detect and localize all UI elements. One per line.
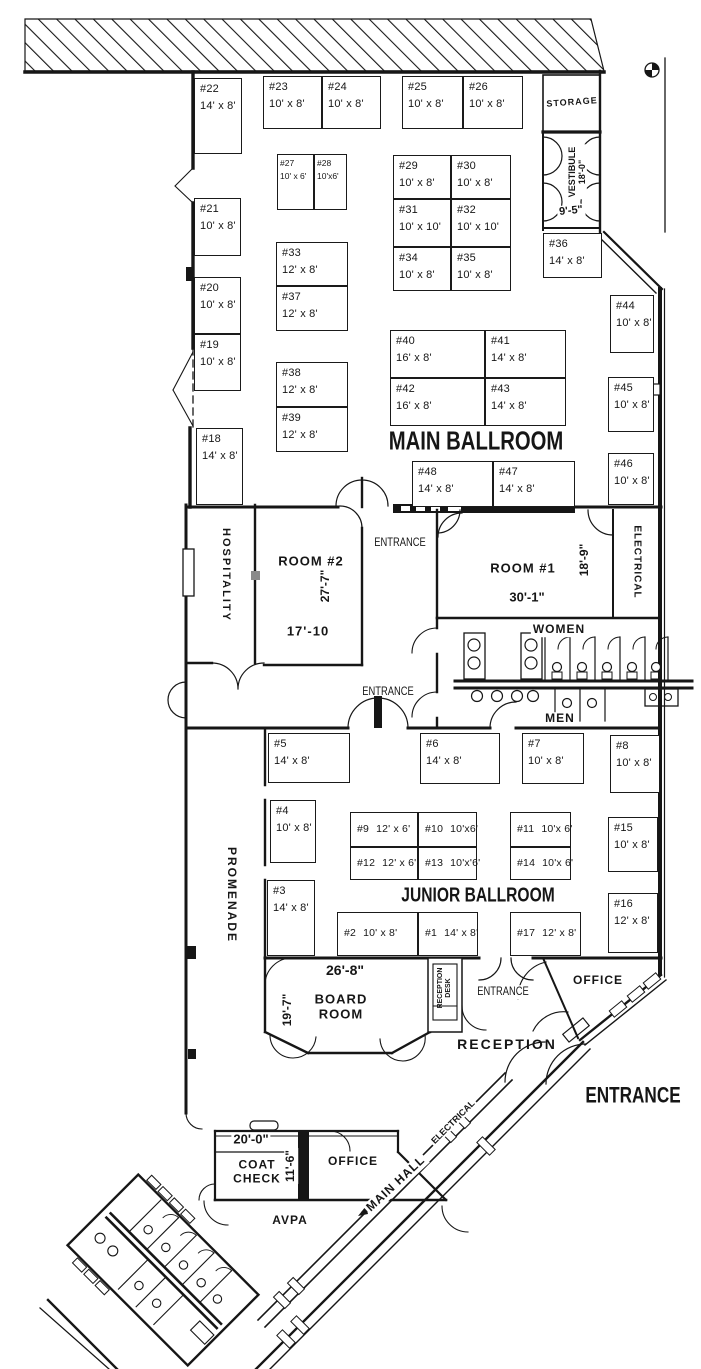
booth-40 <box>390 330 485 378</box>
booth-18 <box>196 428 243 505</box>
main-hall-label-line: MAIN HALL <box>363 1152 428 1215</box>
booth-27 <box>277 154 314 210</box>
booth-38 <box>276 362 348 407</box>
booth-id-label: #40 <box>396 335 415 347</box>
booth-id-label: #46 <box>614 458 633 470</box>
booth-33 <box>276 242 348 286</box>
booth-id-label: #30 <box>457 160 476 172</box>
reception-desk-label <box>437 968 453 1009</box>
booth-id-label: #10 <box>425 822 444 835</box>
booth-size-label: 10' x 8' <box>200 298 236 311</box>
booth-id-label: #45 <box>614 382 633 394</box>
promenade-label <box>224 847 238 943</box>
booth-id-label: #20 <box>200 282 219 294</box>
booth-id-label: #35 <box>457 252 476 264</box>
office-coat-label-line: OFFICE <box>328 1154 378 1169</box>
booth-id-label: #34 <box>399 252 418 264</box>
coat-check-label-line: CHECK <box>233 1171 281 1185</box>
booth-28 <box>314 154 347 210</box>
booth-size-label: 10' x 10' <box>457 220 500 233</box>
booth-size-label: 16' x 8' <box>396 399 432 412</box>
coatcheck-width-dim-line: 20'-0" <box>233 1131 269 1147</box>
booth-size-label: 14' x 8' <box>549 254 585 267</box>
entrance-lobby-label <box>374 536 425 550</box>
avpa-label-line: AVPA <box>272 1213 308 1228</box>
booth-size-label: 14' x 8' <box>202 449 238 462</box>
booth-size-label: 16' x 8' <box>396 351 432 364</box>
room2-depth-dim <box>319 570 333 603</box>
coatcheck-width-dim <box>231 1133 270 1148</box>
women-restroom-label-line: WOMEN <box>532 622 586 637</box>
booth-id-label: #13 <box>425 856 444 869</box>
vestibule-label-line: VESTIBULE <box>566 146 577 198</box>
booth-id-label: #6 <box>426 738 439 750</box>
booth-16 <box>608 893 658 953</box>
booth-size-label: 10' x 8' <box>614 838 650 851</box>
booth-1 <box>418 912 478 956</box>
booth-id-label: #29 <box>399 160 418 172</box>
booth-id-label: #25 <box>408 81 427 93</box>
booth-id-label: #23 <box>269 81 288 93</box>
booth-id-label: #16 <box>614 898 633 910</box>
booth-id-label: #27 <box>280 158 295 168</box>
booth-size-label: 10' x 8' <box>328 97 364 110</box>
booth-id-label: #19 <box>200 339 219 351</box>
booth-32 <box>451 199 511 247</box>
booth-size-label: 12' x 8' <box>282 307 318 320</box>
electrical-hall-label-line: ELECTRICAL <box>429 1098 477 1146</box>
promenade-label-line: PROMENADE <box>224 846 239 944</box>
booth-id-label: #38 <box>282 367 301 379</box>
booth-size-label: 14' x 8' <box>491 399 527 412</box>
booth-id-label: #33 <box>282 247 301 259</box>
booth-id-label: #8 <box>616 740 629 752</box>
booth-35 <box>451 247 511 291</box>
booth-id-label: #47 <box>499 466 518 478</box>
room2-label-line: ROOM #2 <box>278 553 344 569</box>
booth-5 <box>268 733 350 783</box>
hospitality-label-line: HOSPITALITY <box>220 528 233 622</box>
room1-label <box>490 562 556 577</box>
booth-size-label: 10'x6' <box>450 822 479 835</box>
booth-30 <box>451 155 511 199</box>
sw-restrooms <box>61 1168 265 1369</box>
boardroom-depth-dim <box>281 994 295 1027</box>
boardroom-depth-dim-line: 19'-7" <box>280 993 295 1027</box>
booth-size-label: 10' x 8' <box>616 756 652 769</box>
booth-size-label: 10'x'6' <box>450 856 481 869</box>
office-main-label-line: OFFICE <box>573 973 623 988</box>
reception-label-line: RECEPTION <box>457 1036 557 1053</box>
room1-depth-dim-line: 18'-9" <box>577 543 592 577</box>
booth-id-label: #7 <box>528 738 541 750</box>
electrical-room-label <box>631 525 642 598</box>
room2-width-dim <box>287 625 329 640</box>
booth-36 <box>543 233 602 278</box>
booth-size-label: 12' x 8' <box>282 428 318 441</box>
booth-id-label: #2 <box>344 927 357 940</box>
coatcheck-depth-dim <box>284 1148 298 1184</box>
avpa-label <box>272 1214 308 1228</box>
booth-id-label: #37 <box>282 291 301 303</box>
booth-47 <box>493 461 575 507</box>
booth-11 <box>510 812 571 847</box>
hatched-wall <box>25 19 604 71</box>
entrance-lobby-label-line: ENTRANCE <box>374 535 426 550</box>
reception-label <box>457 1037 557 1053</box>
booth-id-label: #12 <box>357 856 376 869</box>
booth-id-label: #41 <box>491 335 510 347</box>
entrance-main-label-line: ENTRANCE <box>585 1082 681 1108</box>
booth-size-label: 10' x 8' <box>363 927 398 940</box>
booth-id-label: #1 <box>425 927 438 940</box>
booth-size-label: 14' x 8' <box>200 99 236 112</box>
booth-4 <box>270 800 316 863</box>
booth-id-label: #14 <box>517 856 536 869</box>
booth-size-label: 12' x 6' <box>376 822 411 835</box>
booth-id-label: #43 <box>491 383 510 395</box>
booth-size-label: 14' x 8' <box>418 482 454 495</box>
booth-id-label: #32 <box>457 204 476 216</box>
booth-size-label: 10' x 8' <box>399 176 435 189</box>
booth-size-label: 14' x 8' <box>444 927 479 940</box>
coat-check-label-line: COAT <box>238 1157 276 1172</box>
entrance-reception-label-line: ENTRANCE <box>477 984 529 999</box>
booth-id-label: #11 <box>517 822 535 835</box>
electrical-room-label-line: ELECTRICAL <box>631 525 643 599</box>
storage-label-line: STORAGE <box>546 95 598 109</box>
booth-id-label: #3 <box>273 885 286 897</box>
office-main-label <box>573 974 623 988</box>
booth-id-label: #17 <box>517 927 536 940</box>
booth-34 <box>393 247 451 291</box>
booth-size-label: 10' x 8' <box>276 821 312 834</box>
booth-39 <box>276 407 348 452</box>
booth-14 <box>510 847 574 880</box>
booth-size-label: 14' x 8' <box>491 351 527 364</box>
reception-desk-label-line: DESK <box>445 978 452 998</box>
booth-id-label: #15 <box>614 822 633 834</box>
booth-size-label: 10' x 8' <box>399 268 435 281</box>
booth-id-label: #39 <box>282 412 301 424</box>
booth-size-label: 10' x 8' <box>469 97 505 110</box>
coat-check-label <box>233 1158 281 1185</box>
booth-3 <box>267 880 315 956</box>
booth-size-label: 10' x 10' <box>399 220 442 233</box>
booth-size-label: 10' x 8' <box>200 355 236 368</box>
junior-ballroom-title-line: JUNIOR BALLROOM <box>401 884 555 907</box>
main-ballroom-title-line: MAIN BALLROOM <box>388 425 564 456</box>
entrance-main-label <box>585 1084 680 1109</box>
booth-id-label: #28 <box>317 158 332 168</box>
booth-id-label: #9 <box>357 822 370 835</box>
booth-size-label: 12' x 8' <box>282 383 318 396</box>
booth-17 <box>510 912 581 956</box>
entrance-mid-label <box>362 685 413 699</box>
booth-id-label: #22 <box>200 83 219 95</box>
booth-size-label: 10' x 8' <box>200 219 236 232</box>
booth-31 <box>393 199 451 247</box>
booth-22 <box>194 78 242 154</box>
entrance-mid-label-line: ENTRANCE <box>362 684 414 699</box>
booth-id-label: #18 <box>202 433 221 445</box>
booth-7 <box>522 733 584 784</box>
booth-size-label: 14' x 8' <box>499 482 535 495</box>
booth-id-label: #21 <box>200 203 219 215</box>
booth-size-label: 10'x 6' <box>541 822 573 835</box>
booth-id-label: #24 <box>328 81 347 93</box>
booth-id-label: #31 <box>399 204 418 216</box>
boardroom-width-dim-line: 26'-8" <box>326 962 364 979</box>
men-restroom-label <box>543 712 577 726</box>
room2-depth-dim-line: 27'-7" <box>318 569 333 603</box>
booth-21 <box>194 198 241 256</box>
vestibule-label-line: 18'-0" <box>577 159 587 185</box>
booth-id-label: #44 <box>616 300 635 312</box>
booth-id-label: #4 <box>276 805 289 817</box>
booth-24 <box>322 76 381 129</box>
booth-size-label: 10' x 8' <box>614 474 650 487</box>
booth-size-label: 14' x 8' <box>273 901 309 914</box>
booth-23 <box>263 76 322 129</box>
booth-id-label: #42 <box>396 383 415 395</box>
booth-size-label: 10' x 6' <box>280 170 307 181</box>
board-room-label-line: ROOM <box>318 1006 364 1021</box>
booth-id-label: #5 <box>274 738 287 750</box>
booth-42 <box>390 378 485 426</box>
booth-size-label: 14' x 8' <box>426 754 462 767</box>
main-hall-corridor <box>256 1042 590 1369</box>
room1-width-dim <box>509 591 544 606</box>
office-coat-label <box>328 1155 378 1169</box>
booth-size-label: 12' x 8' <box>614 914 650 927</box>
booth-37 <box>276 286 348 331</box>
booth-43 <box>485 378 566 426</box>
booth-44 <box>610 295 654 353</box>
hospitality-label <box>220 528 232 622</box>
booth-12 <box>350 847 418 880</box>
booth-13 <box>418 847 481 880</box>
booth-48 <box>412 461 493 507</box>
booth-size-label: 10' x 8' <box>408 97 444 110</box>
booth-size-label: 10' x 8' <box>616 316 652 329</box>
room1-label-line: ROOM #1 <box>490 560 556 576</box>
coatcheck-depth-dim-line: 11'-6" <box>283 1150 298 1182</box>
booth-45 <box>608 377 654 432</box>
booth-25 <box>402 76 463 129</box>
booth-size-label: 10'x 6' <box>542 856 574 869</box>
booth-size-label: 12' x 8' <box>282 263 318 276</box>
booth-29 <box>393 155 451 199</box>
booth-size-label: 12' x 8' <box>542 927 577 940</box>
booth-20 <box>194 277 241 334</box>
booth-9 <box>350 812 418 847</box>
women-restroom-label <box>531 623 587 637</box>
entrance-reception-label <box>476 985 531 999</box>
junior-ballroom-title <box>401 885 554 908</box>
booth-8 <box>610 735 660 793</box>
booth-size-label: 10' x 8' <box>457 268 493 281</box>
room2-label <box>278 555 344 570</box>
vestibule-label <box>567 145 587 200</box>
men-restroom-label-line: MEN <box>545 711 575 726</box>
booth-size-label: 10' x 8' <box>457 176 493 189</box>
booth-10 <box>418 812 477 847</box>
booth-id-label: #48 <box>418 466 437 478</box>
booth-46 <box>608 453 654 505</box>
main-ballroom-title <box>389 426 564 455</box>
reception-desk-label-line: RECEPTION <box>437 967 445 1009</box>
room2-width-dim-line: 17'-10 <box>286 623 330 639</box>
booth-26 <box>463 76 523 129</box>
booth-id-label: #26 <box>469 81 488 93</box>
boardroom-width-dim <box>326 963 364 979</box>
vestibule-width-dim-line: 9'-5" <box>558 203 584 218</box>
booth-size-label: 14' x 8' <box>274 754 310 767</box>
booth-41 <box>485 330 566 378</box>
west-doors <box>173 168 193 426</box>
booth-6 <box>420 733 500 784</box>
booth-19 <box>194 334 241 391</box>
board-room-label-line: BOARD <box>314 991 368 1007</box>
booth-size-label: 12' x 6' <box>382 856 417 869</box>
booth-2 <box>337 912 418 956</box>
booth-id-label: #36 <box>549 238 568 250</box>
booth-size-label: 10'x6' <box>317 170 339 181</box>
room1-depth-dim <box>578 544 592 577</box>
board-room-label <box>315 992 368 1021</box>
booth-size-label: 10' x 8' <box>614 398 650 411</box>
booth-size-label: 10' x 8' <box>269 97 305 110</box>
room1-width-dim-line: 30'-1" <box>509 589 545 605</box>
survey-marker-icon <box>645 63 659 77</box>
booth-size-label: 10' x 8' <box>528 754 564 767</box>
booth-15 <box>608 817 658 872</box>
